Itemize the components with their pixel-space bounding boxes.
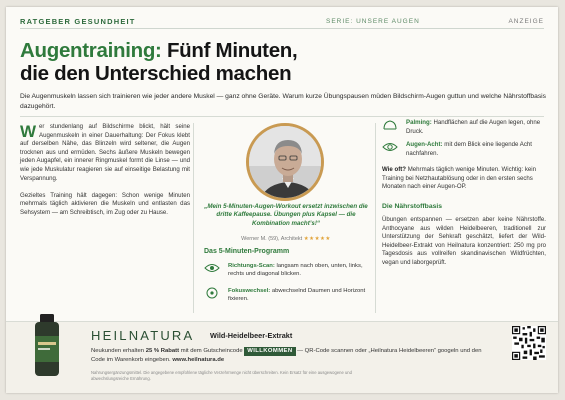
offer-text — [91, 347, 483, 365]
discount-label: 25 % Rabatt — [145, 348, 180, 354]
headline — [20, 39, 490, 85]
headline-rest: Fünf Minuten, — [161, 39, 298, 62]
step-name: Palming: — [406, 119, 432, 126]
section-label: RATGEBER GESUNDHEIT — [20, 17, 136, 26]
divider — [20, 116, 544, 117]
lead-text: Die Augenmuskeln lassen sich trainieren wie jeder andere Muskel — ganz ohne Geräte. Warum kurze Übungspausen müden Bildschirm-Augen guttun und welche Nährstoffbasis dazugehört. — [20, 93, 546, 110]
step-text: mit dem Blick eine liegende Acht nachfahren. — [406, 141, 532, 157]
column-divider — [193, 123, 194, 313]
paragraph — [20, 123, 190, 183]
brand-name: HEILNATURA — [91, 328, 195, 343]
paragraph-text: er stundenlang auf Bildschirme blickt, hält seine Augenmuskeln in einer Dauerhaltung: Der Fokus klebt auf derselben Nähe, das Blinzeln wird seltener, die Augen trocknen aus und ermüden. Sechs äußere Muskeln bewegen jeden Augapfel, ein innerer Ringmuskel formt die Linse — und wie jede Muskulatur reagieren sie auf einseitige Belastung mit Verspannung. — [20, 123, 190, 182]
offer-part: Neukunden erhalten — [91, 348, 146, 354]
ad-page — [6, 7, 558, 393]
rating-stars: ★★★★★ — [303, 236, 331, 242]
testimonial-quote: „Mein 5-Minuten-Augen-Workout ersetzt inzwischen die dritte Kaffeepause. Übungen plus Kapsel — die Kombination macht’s!“ — [204, 203, 368, 227]
body-column-1 — [20, 123, 190, 226]
step-name: Richtungs-Scan: — [228, 263, 275, 269]
product-bottle-image — [32, 314, 62, 376]
headline-line2: die den Unterschied machen — [20, 62, 292, 85]
eye-icon — [382, 141, 398, 153]
product-name: Wild-Heidelbeer-Extrakt — [210, 331, 293, 340]
eye-scan-icon — [204, 262, 218, 274]
offer-part: mit dem Gutscheincode — [179, 348, 245, 354]
palming-icon — [382, 119, 398, 131]
author-name: Werner M. (59), Architekt — [241, 236, 303, 242]
nutrient-title: Die Nährstoffbasis — [382, 203, 443, 210]
coupon-code: WILLKOMMEN — [244, 347, 295, 356]
step-name: Augen-Acht: — [406, 141, 443, 148]
step-text: Handflächen auf die Augen legen, ohne Druck. — [406, 119, 541, 135]
ad-marker: ANZEIGE — [508, 18, 544, 25]
dropcap: W — [20, 122, 37, 141]
testimonial-author — [204, 236, 368, 242]
fine-print: Nahrungsergänzungsmittel. Die angegebene empfohlene tägliche Verzehrmenge nicht überschreiten. Kein Ersatz für eine ausgewogene und abwechslungsreiche Ernährung. — [91, 370, 352, 381]
testimonial-portrait — [246, 123, 324, 201]
focus-shift-icon — [204, 287, 218, 299]
top-bar — [20, 15, 544, 29]
column-divider — [375, 123, 376, 313]
nutrient-text: Übungen entspannen — ersetzen aber keine Nährstoffe. Anthocyane aus wilden Heidelbeeren, traditionell zur Unterstützung der Sehkraft geschätzt, liefert der Wild-Heidelbeer-Extrakt von Heilnatura konzentriert: 250 mg pro Tagesdosis aus vollreifen skandinavischen Wildfrüchten, vegan und laborgeprüft. — [382, 216, 546, 266]
paragraph: Gezieltes Training hält dagegen: Schon wenige Minuten mehrmals täglich aktivieren die Muskeln und entlasten das Sehsystem — am Schreibtisch, im Zug oder zu Hause. — [20, 191, 190, 216]
frequency-note — [382, 166, 546, 192]
qr-code-icon — [512, 326, 546, 360]
program-title: Das 5-Minuten-Programm — [204, 248, 290, 255]
step-name: Fokuswechsel: — [228, 288, 271, 294]
website-url: www.heilnatura.de — [172, 357, 225, 363]
step-text: langsam nach oben, unten, links, rechts und diagonal blicken. — [228, 263, 363, 278]
headline-highlight: Augentraining: — [20, 39, 162, 62]
product-ad — [6, 321, 558, 393]
series-label: SERIE: UNSERE AUGEN — [326, 18, 420, 25]
frequency-text: Mehrmals täglich wenige Minuten. Wichtig: kein Training bei Netzhautablösung oder in den ersten sechs Monaten nach einer Augen-OP. — [382, 166, 537, 191]
frequency-label: Wie oft? — [382, 166, 406, 173]
offer-part: — QR-Code scannen oder „Heilnatura Heidelbeeren“ googeln und den Code im Warenkorb eingeben. — [91, 348, 482, 363]
step-text: abwechselnd Daumen und Horizont fixieren. — [228, 288, 366, 303]
